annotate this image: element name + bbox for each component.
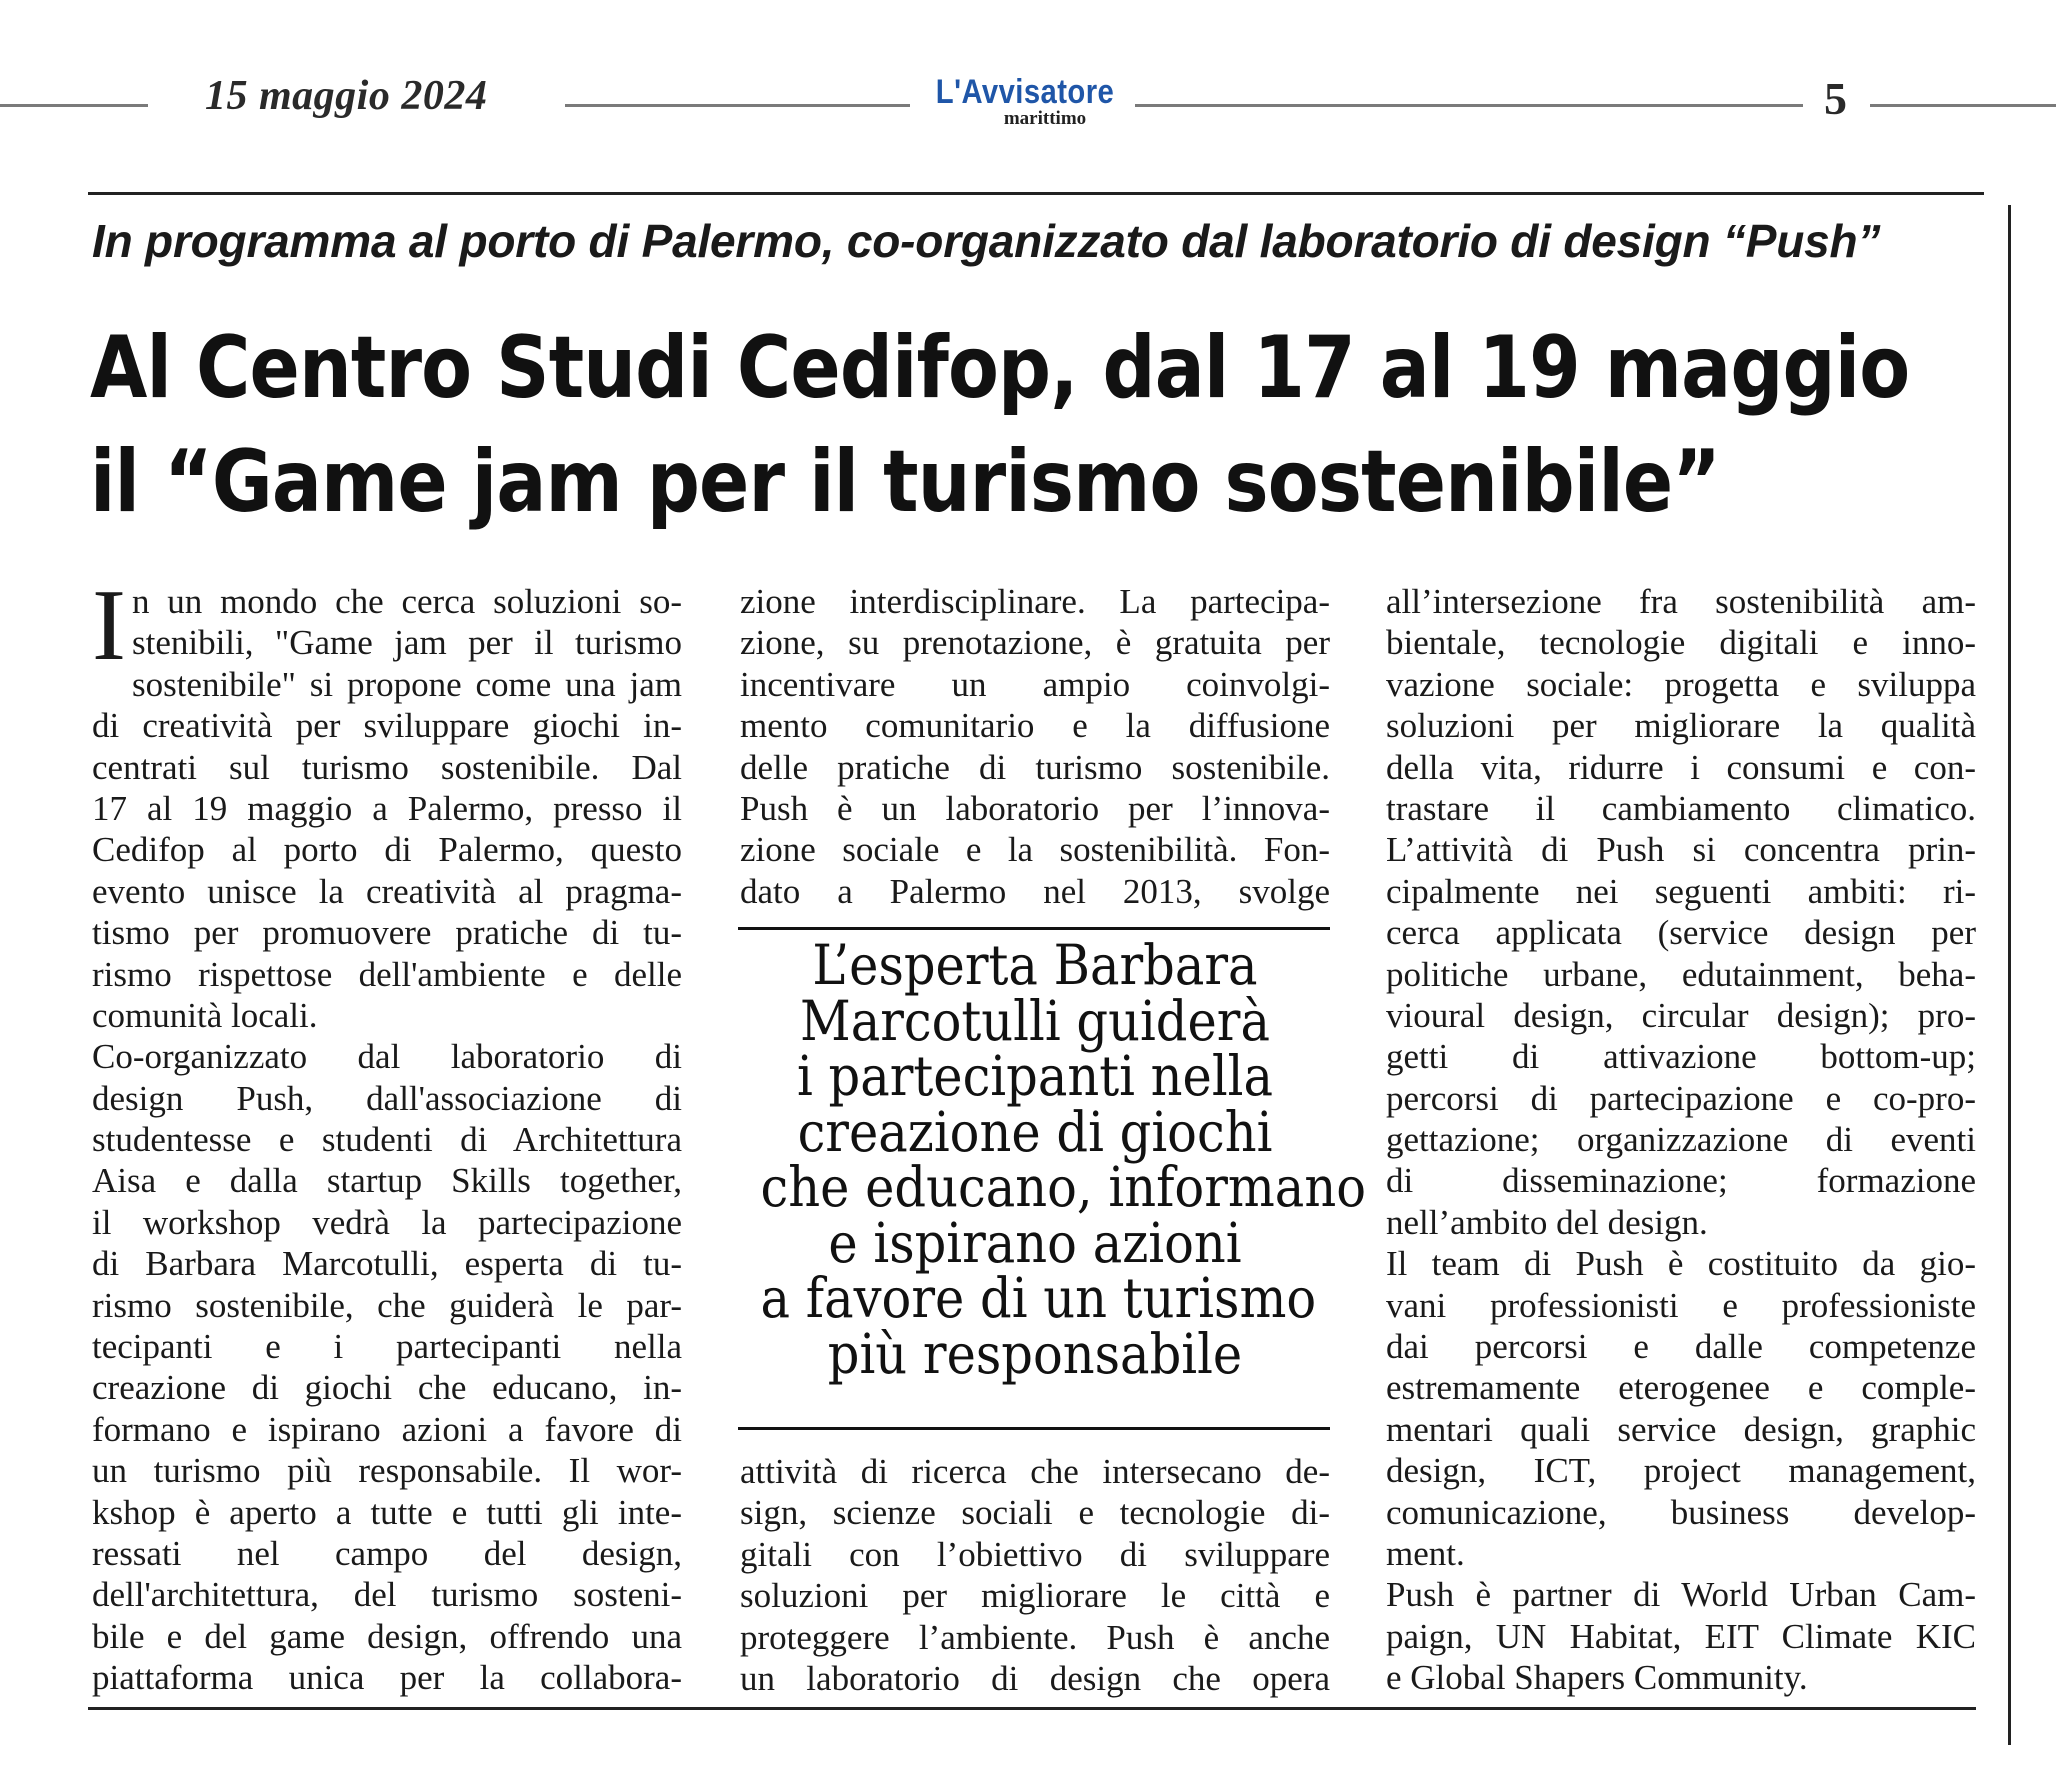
body-line: gettazione; organizzazione di eventi — [1386, 1120, 1976, 1160]
body-line: sign, scienze sociali e tecnologie di- — [740, 1493, 1330, 1533]
body-line: di disseminazione; formazione — [1386, 1161, 1976, 1201]
body-line: piattaforma unica per la collabora- — [92, 1658, 682, 1698]
body-line: zione, su prenotazione, è gratuita per — [740, 623, 1330, 663]
body-line: Aisa e dalla startup Skills together, — [92, 1161, 682, 1201]
article-column-2-top — [740, 581, 1330, 912]
drop-cap: I — [92, 569, 126, 682]
body-line: delle pratiche di turismo sostenibile. — [740, 747, 1330, 787]
masthead-rule-right — [1135, 104, 1803, 107]
pullquote-line: i partecipanti nella — [796, 1044, 1274, 1108]
body-line: un turismo più responsabile. Il wor- — [92, 1451, 682, 1491]
pullquote-bottom-rule — [738, 1427, 1330, 1430]
body-line: design, ICT, project management, — [1386, 1451, 1976, 1491]
body-line: gitali con l’obiettivo di sviluppare — [740, 1534, 1330, 1574]
body-line: mento comunitario e la diffusione — [740, 706, 1330, 746]
body-line: attività di ricerca che intersecano de- — [740, 1452, 1330, 1491]
article-column-2-bottom — [740, 1451, 1330, 1699]
body-line: estremamente eterogenee e comple- — [1386, 1368, 1976, 1408]
pullquote-line: L’esperta Barbara — [812, 933, 1258, 997]
body-line: vioural design, circular design); pro- — [1386, 995, 1976, 1035]
body-line: cipalmente nei seguenti ambiti: ri- — [1386, 871, 1976, 911]
body-line: tismo per promuovere pratiche di tu- — [92, 913, 682, 953]
body-line: paign, UN Habitat, EIT Climate KIC — [1386, 1616, 1976, 1656]
body-line: soluzioni per migliorare la qualità — [1386, 706, 1976, 746]
page-number: 5 — [1824, 73, 1847, 124]
body-line: n un mondo che cerca soluzioni so- — [131, 582, 682, 621]
body-line: il workshop vedrà la partecipazione — [92, 1202, 682, 1242]
issue-date: 15 maggio 2024 — [205, 73, 488, 119]
pullquote-line: creazione di giochi — [797, 1099, 1273, 1164]
body-line: ressati nel campo del design, — [92, 1533, 682, 1573]
body-line: di Barbara Marcotulli, esperta di tu- — [92, 1244, 682, 1284]
pullquote-line: e ispirano azioni — [828, 1210, 1242, 1275]
body-line: dell'architettura, del turismo sosteni- — [92, 1575, 682, 1615]
body-line: Il team di Push è costituito da gio- — [1386, 1244, 1976, 1284]
body-line: un laboratorio di design che opera — [740, 1658, 1330, 1698]
body-line: kshop è aperto a tutte e tutti gli inte- — [92, 1492, 682, 1532]
body-line: di creatività per sviluppare giochi in- — [92, 706, 682, 746]
pullquote-line: Marcotulli guiderà — [800, 988, 1270, 1053]
body-line: zione sociale e la sostenibilità. Fon- — [740, 830, 1330, 870]
body-line: bientale, tecnologie digitali e inno- — [1386, 623, 1976, 663]
pullquote-line: più responsabile — [827, 1321, 1243, 1386]
article-top-rule — [88, 192, 1984, 195]
masthead-rule-middle — [565, 104, 910, 107]
body-line: design Push, dall'associazione di — [92, 1078, 682, 1118]
body-line: cerca applicata (service design per — [1386, 913, 1976, 953]
logo-subtitle: marittimo — [1003, 108, 1087, 129]
body-line: dai percorsi e dalle competenze — [1386, 1327, 1976, 1367]
body-line: vani professionisti e professioniste — [1386, 1285, 1976, 1325]
body-line: dato a Palermo nel 2013, svolge — [740, 871, 1330, 911]
body-line: rismo sostenibile, che guiderà le par- — [92, 1285, 682, 1325]
article-right-rule — [2008, 205, 2011, 1745]
body-line: 17 al 19 maggio a Palermo, presso il — [92, 788, 682, 828]
body-line: centrati sul turismo sostenibile. Dal — [92, 747, 682, 787]
body-line: Co-organizzato dal laboratorio di — [92, 1037, 682, 1077]
body-line: mentari quali service design, graphic — [1386, 1409, 1976, 1449]
headline-line-2: il “Game jam per il turismo sostenibile” — [90, 432, 1721, 532]
body-line: nell’ambito del design. — [1386, 1202, 1708, 1242]
article-column-3 — [1386, 581, 1976, 1699]
body-line: Push è un laboratorio per l’innova- — [740, 788, 1330, 828]
masthead-rule-far-right — [1870, 104, 2056, 107]
body-line: Push è partner di World Urban Cam- — [1386, 1575, 1976, 1615]
body-line: comunità locali. — [92, 995, 318, 1035]
body-line: bile e del game design, offrendo una — [92, 1616, 682, 1656]
body-line: rismo rispettose dell'ambiente e delle — [92, 954, 682, 994]
body-line: all’intersezione fra sostenibilità am- — [1386, 582, 1976, 621]
body-line: incentivare un ampio coinvolgi- — [740, 664, 1330, 704]
body-line: creazione di giochi che educano, in- — [92, 1368, 682, 1408]
body-line: L’attività di Push si concentra prin- — [1386, 830, 1976, 870]
pullquote-line: a favore di un turismo — [760, 1266, 1317, 1330]
body-line: comunicazione, business develop- — [1386, 1492, 1976, 1532]
body-line: trastare il cambiamento climatico. — [1386, 788, 1976, 828]
body-line: zione interdisciplinare. La partecipa- — [740, 582, 1330, 621]
body-line: della vita, ridurre i consumi e con- — [1386, 747, 1976, 787]
pullquote-line: che educano, informano — [760, 1155, 1367, 1219]
article-bottom-rule — [88, 1707, 1976, 1710]
body-line: tecipanti e i partecipanti nella — [92, 1327, 682, 1367]
masthead-rule-left — [0, 104, 148, 107]
body-line: proteggere l’ambiente. Push è anche — [740, 1617, 1330, 1657]
body-line: sostenibile" si propone come una jam — [131, 664, 682, 704]
headline-line-1: Al Centro Studi Cedifop, dal 17 al 19 maggio — [90, 318, 1910, 418]
body-line: stenibili, "Game jam per il turismo — [131, 623, 682, 663]
body-line: formano e ispirano azioni a favore di — [92, 1409, 682, 1449]
article-column-1 — [92, 569, 682, 1699]
body-line: evento unisce la creatività al pragma- — [92, 871, 682, 911]
body-line: soluzioni per migliorare le città e — [740, 1576, 1330, 1616]
body-line: studentesse e studenti di Architettura — [92, 1120, 682, 1160]
body-line: percorsi di partecipazione e co-pro- — [1386, 1078, 1976, 1118]
pullquote-top-rule — [738, 927, 1330, 930]
article-kicker: In programma al porto di Palermo, co-organizzato dal laboratorio di design “Push” — [92, 215, 1881, 267]
newspaper-logo — [920, 74, 1130, 128]
body-line: getti di attivazione bottom-up; — [1386, 1037, 1976, 1077]
logo-name: L'Avvisatore — [935, 73, 1115, 111]
body-line: Cedifop al porto di Palermo, questo — [92, 830, 682, 870]
pull-quote — [730, 933, 1367, 1386]
body-line: ment. — [1386, 1533, 1465, 1573]
body-line: politiche urbane, edutainment, beha- — [1386, 954, 1976, 994]
body-line: vazione sociale: progetta e sviluppa — [1386, 664, 1976, 704]
body-line: e Global Shapers Community. — [1386, 1658, 1808, 1698]
